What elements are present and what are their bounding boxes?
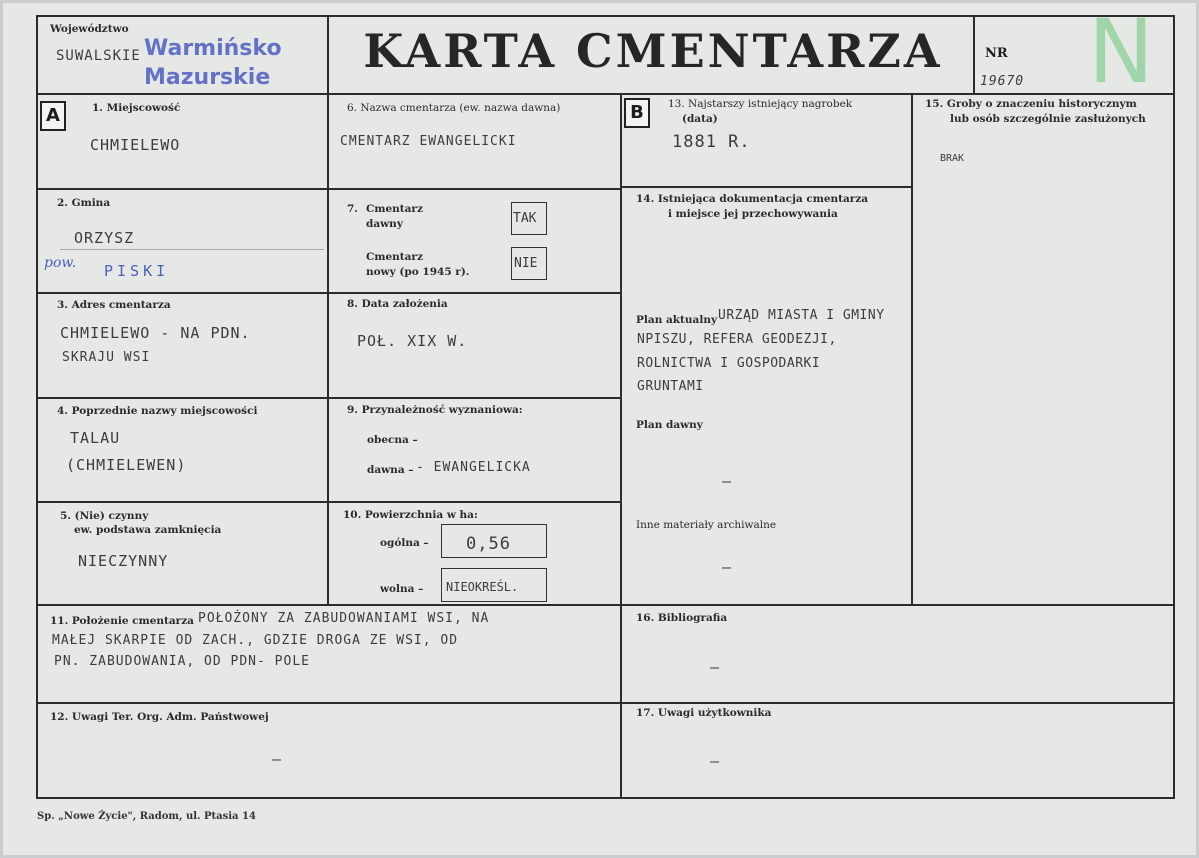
field-7-old-line-1: Cmentarz bbox=[366, 203, 423, 215]
field-8-label: 8. Data założenia bbox=[347, 298, 448, 310]
field-10-label: 10. Powierzchnia w ha: bbox=[343, 509, 478, 521]
field-2-pow-prefix: pow. bbox=[44, 255, 77, 271]
field-15-label-1: 15. Groby o znaczeniu historycznym bbox=[925, 98, 1137, 110]
field-2-label: 2. Gmina bbox=[57, 197, 111, 209]
field-11-line-3: PN. ZABUDOWANIA, OD PDN- POLE bbox=[54, 654, 310, 669]
divider bbox=[327, 15, 329, 606]
field-4-line-1: TALAU bbox=[70, 429, 121, 447]
field-8-value: POŁ. XIX W. bbox=[357, 332, 468, 350]
field-3-line-1: CHMIELEWO - NA PDN. bbox=[60, 324, 251, 342]
field-17-label: 17. Uwagi użytkownika bbox=[636, 707, 772, 719]
divider bbox=[911, 93, 913, 606]
nr-value: 19670 bbox=[980, 74, 1025, 89]
voivodeship-value: SUWALSKIE bbox=[56, 48, 141, 64]
stamp-line-2: Mazurskie bbox=[144, 65, 271, 90]
voivodeship-label: Województwo bbox=[50, 23, 129, 35]
field-7-old-value: TAK bbox=[513, 211, 537, 226]
field-10-free-label: wolna – bbox=[380, 583, 424, 595]
field-2-pow-value: PISKI bbox=[104, 262, 170, 280]
field-11-label: 11. Położenie cmentarza bbox=[50, 615, 194, 627]
stamp-line-1: Warmińsko bbox=[144, 36, 282, 61]
divider bbox=[36, 397, 621, 399]
field-14-plan-line-1: URZĄD MIASTA I GMINY bbox=[718, 308, 885, 323]
field-14-other-label: Inne materiały archiwalne bbox=[636, 519, 777, 531]
field-4-line-2: (CHMIELEWEN) bbox=[66, 456, 187, 474]
field-3-line-2: SKRAJU WSI bbox=[62, 350, 151, 365]
underline bbox=[60, 249, 324, 250]
field-11-line-1: POŁOŻONY ZA ZABUDOWANIAMI WSI, NA bbox=[198, 611, 490, 626]
divider bbox=[621, 186, 912, 188]
divider bbox=[36, 702, 1175, 704]
field-15-label-2: lub osób szczególnie zasłużonych bbox=[950, 113, 1146, 125]
divider bbox=[620, 93, 622, 799]
field-14-plan-line-3: ROLNICTWA I GOSPODARKI bbox=[637, 356, 821, 371]
field-15-value: BRAK bbox=[940, 153, 965, 164]
field-14-label-1: 14. Istniejąca dokumentacja cmentarza bbox=[636, 193, 869, 205]
field-3-label: 3. Adres cmentarza bbox=[57, 299, 171, 311]
field-14-plan-line-4: GRUNTAMI bbox=[637, 379, 704, 394]
field-10-free-value: NIEOKREŚL. bbox=[446, 580, 519, 594]
printer-footer: Sp. „Nowe Życie", Radom, ul. Ptasia 14 bbox=[37, 811, 256, 822]
field-2-value: ORZYSZ bbox=[74, 229, 135, 247]
field-13-label-2: (data) bbox=[682, 113, 718, 125]
field-11-line-2: MAŁEJ SKARPIE OD ZACH., GDZIE DROGA ZE WSI, OD bbox=[52, 633, 459, 648]
field-4-label: 4. Poprzednie nazwy miejscowości bbox=[57, 405, 258, 417]
section-a-badge: A bbox=[40, 101, 66, 131]
field-7-old-line-2: dawny bbox=[366, 218, 403, 230]
voivodeship-stamp bbox=[144, 34, 282, 92]
field-1-value: CHMIELEWO bbox=[90, 136, 181, 154]
field-14-plan-old-value: – bbox=[722, 472, 733, 490]
field-5-label-2: ew. podstawa zamknięcia bbox=[74, 524, 222, 536]
field-12-value: – bbox=[272, 750, 283, 768]
field-14-plan-line-2: NPISZU, REFERA GEODEZJI, bbox=[637, 332, 837, 347]
field-16-label: 16. Bibliografia bbox=[636, 612, 728, 624]
field-9-current-label: obecna – bbox=[367, 434, 418, 446]
field-7-new-line-1: Cmentarz bbox=[366, 251, 423, 263]
field-9-former-value: - EWANGELICKA bbox=[416, 460, 531, 475]
field-17-value: – bbox=[710, 752, 721, 770]
field-6-label: 6. Nazwa cmentarza (ew. nazwa dawna) bbox=[347, 102, 561, 114]
section-b-badge: B bbox=[624, 98, 650, 128]
field-9-label: 9. Przynależność wyznaniowa: bbox=[347, 404, 523, 416]
field-7-label: 7. bbox=[347, 203, 358, 215]
divider bbox=[36, 292, 621, 294]
field-7-new-line-2: nowy (po 1945 r). bbox=[366, 266, 470, 278]
field-16-value: – bbox=[710, 658, 721, 676]
field-10-total-value: 0,56 bbox=[466, 534, 511, 554]
field-14-other-value: – bbox=[722, 558, 733, 576]
field-14-plan-current-label: Plan aktualny bbox=[636, 314, 718, 326]
divider bbox=[36, 93, 1175, 95]
field-5-label-1: 5. (Nie) czynny bbox=[60, 510, 149, 522]
field-10-total-label: ogólna – bbox=[380, 537, 429, 549]
divider bbox=[36, 501, 621, 503]
nr-label: NR bbox=[985, 46, 1008, 61]
stamp-letter: N bbox=[1088, 0, 1154, 103]
field-14-plan-old-label: Plan dawny bbox=[636, 419, 703, 431]
field-13-value: 1881 R. bbox=[672, 132, 751, 152]
field-1-label: 1. Miejscowość bbox=[92, 102, 181, 114]
field-7-new-value: NIE bbox=[514, 256, 538, 271]
field-9-former-label: dawna – bbox=[367, 464, 414, 476]
field-12-label: 12. Uwagi Ter. Org. Adm. Państwowej bbox=[50, 711, 269, 723]
field-5-value: NIECZYNNY bbox=[78, 552, 169, 570]
divider bbox=[36, 604, 1175, 606]
field-13-label-1: 13. Najstarszy istniejący nagrobek bbox=[668, 98, 853, 110]
field-6-value: CMENTARZ EWANGELICKI bbox=[340, 134, 517, 149]
field-14-label-2: i miejsce jej przechowywania bbox=[668, 208, 838, 220]
page-title: KARTA CMENTARZA bbox=[363, 24, 943, 78]
divider bbox=[36, 188, 621, 190]
